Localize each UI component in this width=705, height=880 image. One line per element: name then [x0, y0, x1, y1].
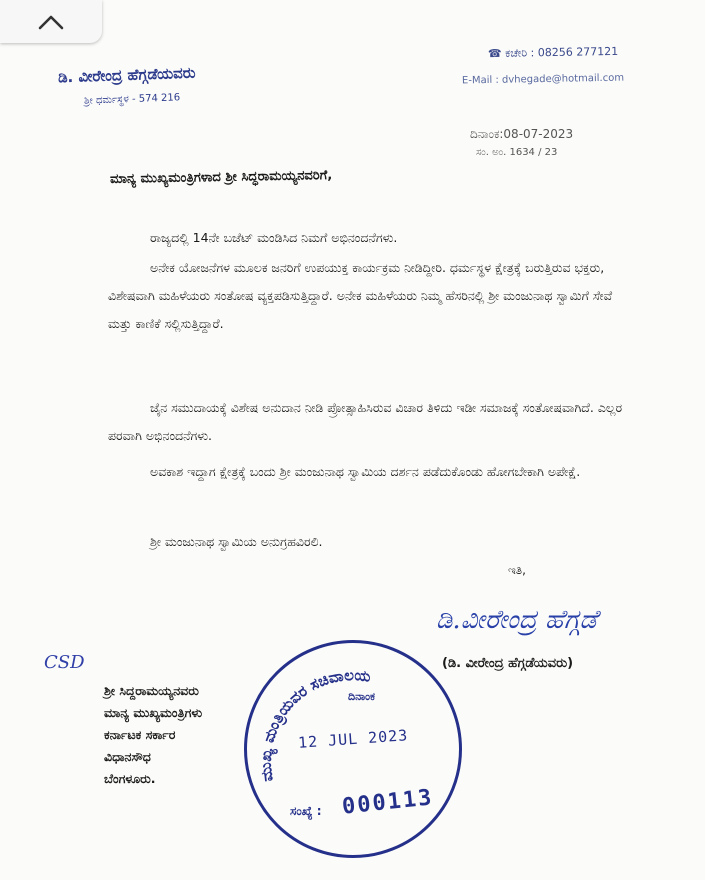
svg-text:ಮುಖ್ಯ ಮಂತ್ರಿಯವರ ಸಚಿವಾಲಯ: ಮುಖ್ಯ ಮಂತ್ರಿಯವರ ಸಚಿವಾಲಯ [256, 665, 372, 783]
letterhead-address: ಶ್ರೀ ಧರ್ಮಸ್ಥಳ - 574 216 [83, 92, 181, 107]
recipient-address [104, 680, 202, 790]
margin-note: CSD [44, 652, 85, 673]
letter-date: ದಿನಾಂಕ:08-07-2023 [470, 127, 574, 141]
signatory-name: (ಡಿ. ವೀರೇಂದ್ರ ಹೆಗ್ಗಡೆಯವರು) [442, 656, 574, 671]
collapse-button[interactable] [0, 0, 102, 43]
office-stamp [244, 640, 462, 858]
chevron-up-icon [37, 13, 65, 31]
stamp-date-label: ದಿನಾಂಕ [348, 690, 375, 703]
letterhead-phone: ☎ ಕಚೇರಿ : 08256 277121 [487, 44, 619, 61]
body-paragraph: ರಾಜ್ಯದಲ್ಲಿ 14ನೇ ಬಜೆಟ್ ಮಂಡಿಸಿದ ನಿಮಗೆ ಅಭಿನಂದನೆಗಳು. [150, 230, 398, 245]
body-paragraph: ಅನೇಕ ಯೋಜನೆಗಳ ಮೂಲಕ ಜನರಿಗೆ ಉಪಯುಕ್ತ ಕಾರ್ಯಕ್ರಮ ನೀಡಿದ್ದೀರಿ. ಧರ್ಮಸ್ಥಳ ಕ್ಷೇತ್ರಕ್ಕೆ ಬರುತ್ತಿರುವ ಭಕ್ತರು, ವಿಶೇಷವಾಗಿ ಮಹಿಳೆಯರು ಸಂತೋಷ ವ್ಯಕ್ತಪಡಿಸುತ್ತಿದ್ದಾರೆ. ಅನೇಕ ಮಹಿಳೆಯರು ನಿಮ್ಮ ಹೆಸರಿನಲ್ಲಿ ಶ್ರೀ ಮಂಜುನಾಥ ಸ್ವಾಮಿಗೆ ಸೇವೆ ಮತ್ತು ಕಾಣಿಕೆ ಸಲ್ಲಿಸುತ್ತಿದ್ದಾರೆ. [108, 260, 613, 331]
recipient-line: ಕರ್ನಾಟಕ ಸರ್ಕಾರ [104, 727, 176, 742]
signature: ಡಿ.ವೀರೇಂದ್ರ ಹೆಗ್ಗಡೆ [436, 605, 598, 635]
body-paragraph: ಅವಕಾಶ ಇದ್ದಾಗ ಕ್ಷೇತ್ರಕ್ಕೆ ಬಂದು ಶ್ರೀ ಮಂಜುನಾಥ ಸ್ವಾಮಿಯ ದರ್ಶನ ಪಡೆದುಕೊಂಡು ಹೋಗಬೇಕಾಗಿ ಅಪೇಕ್ಷೆ. [150, 464, 581, 479]
stamp-number: 000113 [340, 785, 435, 820]
reference-number: ಸಂ. ಅಂ. 1634 / 23 [476, 147, 558, 158]
body-paragraph: ಶ್ರೀ ಮಂಜುನಾಥ ಸ್ವಾಮಿಯ ಅನುಗ್ರಹವಿರಲಿ. [150, 534, 323, 549]
letterhead-name: ಡಿ. ವೀರೇಂದ್ರ ಹೆಗ್ಗಡೆಯವರು [57, 63, 196, 87]
stamp-number-label: ಸಂಖ್ಯೆ : [290, 804, 322, 818]
recipient-line: ಬೆಂಗಳೂರು. [104, 771, 156, 786]
letterhead-email: E-Mail : dvhegade@hotmail.com [461, 72, 625, 87]
salutation: ಮಾನ್ಯ ಮುಖ್ಯಮಂತ್ರಿಗಳಾದ ಶ್ರೀ ಸಿದ್ಧರಾಮಯ್ಯನವರಿಗೆ, [109, 168, 333, 187]
stamp-arc-text [247, 643, 459, 855]
body-paragraph: ಜೈನ ಸಮುದಾಯಕ್ಕೆ ವಿಶೇಷ ಅನುದಾನ ನೀಡಿ ಪ್ರೋತ್ಸಾಹಿಸಿರುವ ವಿಚಾರ ತಿಳಿದು ಇಡೀ ಸಮಾಜಕ್ಕೆ ಸಂತೋಷವಾಗಿದೆ. ಎಲ್ಲರ ಪರವಾಗಿ ಅಭಿನಂದನೆಗಳು. [108, 400, 623, 443]
stamp-date: 12 JUL 2023 [297, 726, 409, 752]
recipient-line: ಮಾನ್ಯ ಮುಖ್ಯಮಂತ್ರಿಗಳು [104, 705, 203, 720]
recipient-line: ವಿಧಾನಸೌಧ [104, 749, 151, 764]
closing: ಇತಿ, [508, 563, 526, 577]
recipient-line: ಶ್ರೀ ಸಿದ್ದರಾಮಯ್ಯನವರು [104, 683, 199, 698]
